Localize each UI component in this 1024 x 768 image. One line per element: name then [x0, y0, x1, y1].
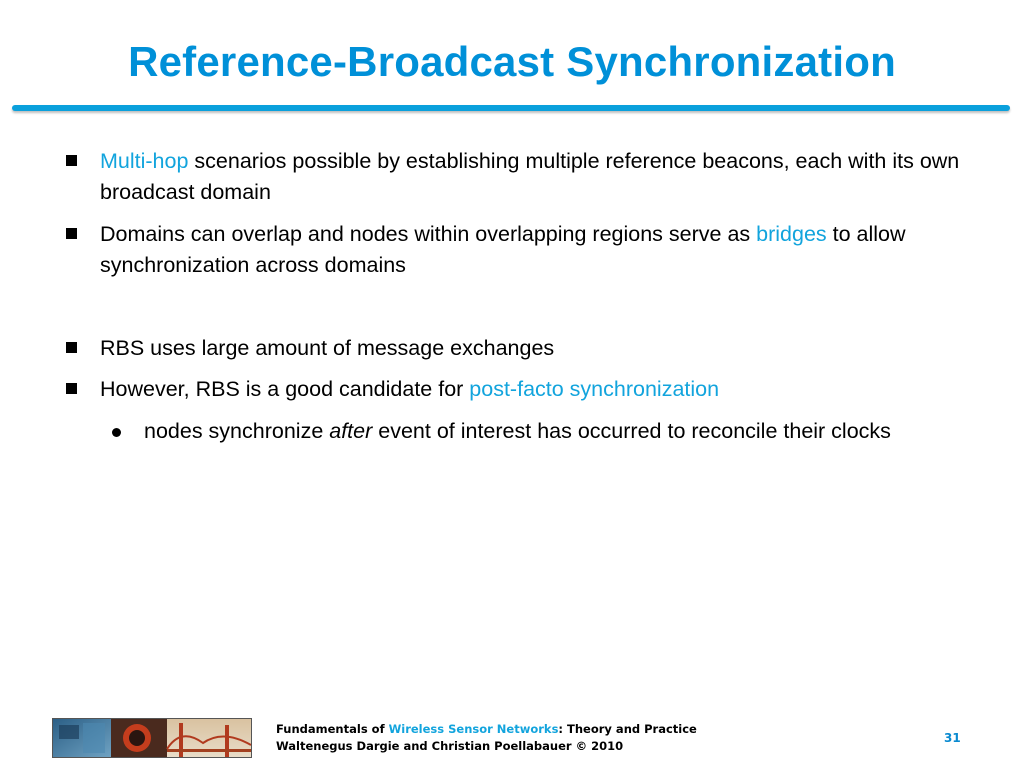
page-number: 31 [944, 731, 961, 745]
sub-bullet-text-part: nodes synchronize [144, 419, 330, 443]
footer-book-title: Wireless Sensor Networks [388, 722, 559, 736]
footer-line-1 [276, 721, 697, 738]
bullet-item [62, 333, 982, 364]
footer-prefix: Fundamentals of [276, 722, 389, 736]
bullet-text-part: post-facto synchronization [469, 377, 720, 401]
footer-line-2: Waltenegus Dargie and Christian Poellabauer © 2010 [276, 739, 624, 753]
sub-bullet-item [62, 416, 982, 447]
footer-banner-image [52, 718, 252, 758]
bullet-item [62, 219, 982, 281]
square-bullet-icon [66, 383, 77, 394]
bullet-text-part: Multi-hop [100, 149, 189, 173]
bullet-text-part: RBS uses large amount of message exchanges [100, 336, 555, 360]
bullet-text-part: However, RBS is a good candidate for [100, 377, 470, 401]
bullet-text-part: Domains can overlap and nodes within overlapping regions serve as [100, 222, 757, 246]
footer-suffix: : Theory and Practice [558, 722, 697, 736]
footer-credits [276, 721, 697, 755]
bullet-text-part: scenarios possible by establishing multiple reference beacons, each with its own broadcast domain [100, 149, 960, 204]
round-bullet-icon [112, 428, 121, 437]
bullet-item [62, 374, 982, 405]
title-divider [12, 105, 1010, 111]
bullet-item [62, 146, 982, 208]
bullet-text-part: bridges [756, 222, 827, 246]
sub-bullet-text-part: event of interest has occurred to reconcile their clocks [372, 419, 891, 443]
bullet-list [62, 146, 982, 447]
sub-bullet-text-part: after [329, 419, 373, 443]
square-bullet-icon [66, 342, 77, 353]
slide-title: Reference-Broadcast Synchronization [128, 38, 896, 85]
bullet-text-part: to allow synchronization across domains [100, 222, 906, 277]
square-bullet-icon [66, 155, 77, 166]
square-bullet-icon [66, 228, 77, 239]
footer-collage-graphic [53, 719, 251, 757]
